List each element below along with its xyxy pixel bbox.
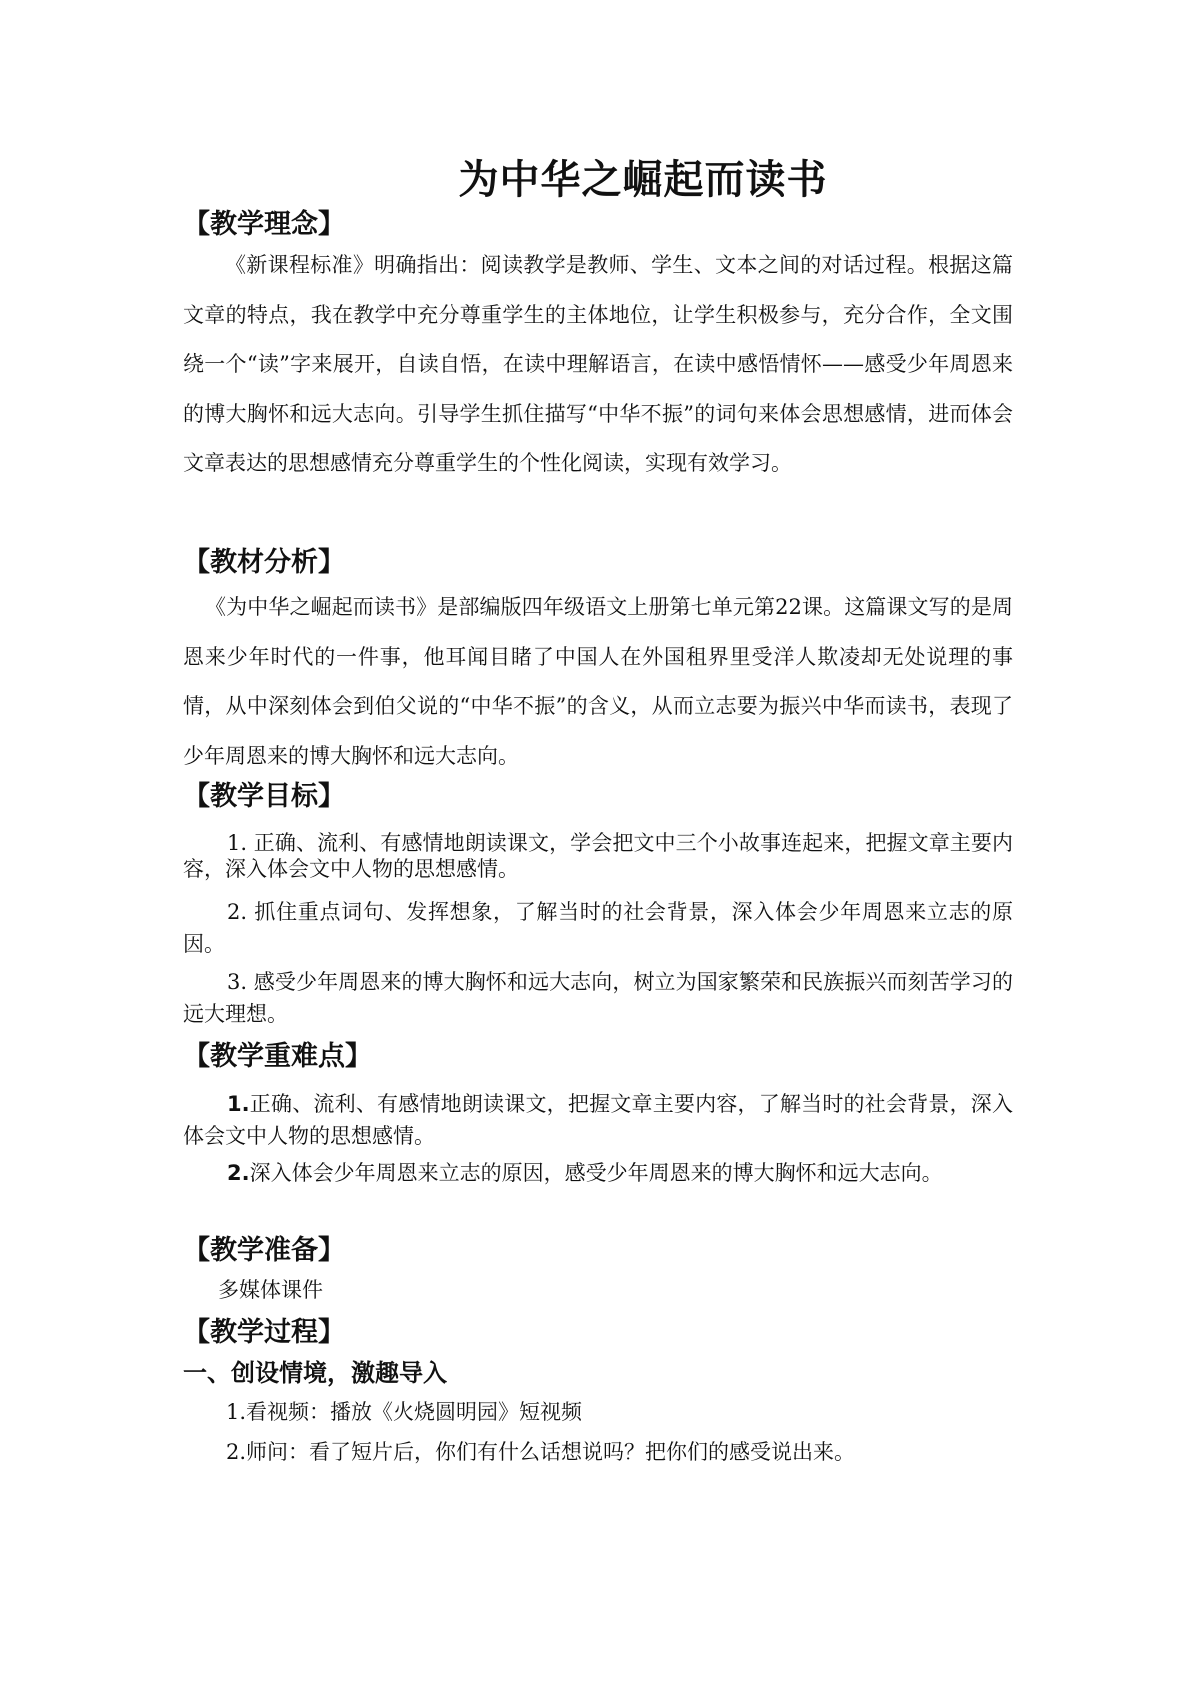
process-step-1-item-2: 2.师问：看了短片后，你们有什么话想说吗？把你们的感受说出来。 (226, 1440, 856, 1464)
process-step-1-title: 一、创设情境，激趣导入 (183, 1359, 447, 1387)
paragraph-material-analysis: 《为中华之崛起而读书》是部编版四年级语文上册第七单元第22课。这篇课文写的是周恩来少年时代的一件事，他耳闻目睹了中国人在外国租界里受洋人欺凌却无处说理的事情，从中深刻体会到伯父说的“中华不振”的含义，从而立志要为振兴中华而读书，表现了少年周恩来的博大胸怀和远大志向。 (183, 595, 1013, 768)
key-point-text-1: 正确、流利、有感情地朗读课文，把握文章主要内容，了解当时的社会背景，深入体会文中人物的思想感情。 (183, 1092, 1013, 1148)
heading-teaching-goals: 【教学目标】 (183, 781, 345, 812)
document-title: 为中华之崛起而读书 (458, 157, 828, 203)
key-point-number-1: 1. (227, 1092, 250, 1116)
key-point-number-2: 2. (227, 1161, 250, 1185)
key-point-item-1 (183, 1088, 1013, 1152)
goal-item-3: 3. 感受少年周恩来的博大胸怀和远大志向，树立为国家繁荣和民族振兴而刻苦学习的远大理想。 (183, 970, 1013, 1026)
heading-teaching-process: 【教学过程】 (183, 1317, 345, 1348)
goal-item-2: 2. 抓住重点词句、发挥想象，了解当时的社会背景，深入体会少年周恩来立志的原因。 (183, 900, 1013, 956)
heading-key-points: 【教学重难点】 (183, 1041, 372, 1072)
key-point-text-2: 深入体会少年周恩来立志的原因，感受少年周恩来的博大胸怀和远大志向。 (249, 1161, 943, 1185)
heading-material-analysis: 【教材分析】 (183, 547, 345, 578)
heading-teaching-philosophy: 【教学理念】 (183, 209, 345, 240)
paragraph-teaching-philosophy: 《新课程标准》明确指出：阅读教学是教师、学生、文本之间的对话过程。根据这篇文章的特点，我在教学中充分尊重学生的主体地位，让学生积极参与，充分合作，全文围绕一个“读”字来展开，自读自悟，在读中理解语言，在读中感悟情怀——感受少年周恩来的博大胸怀和远大志向。引导学生抓住描写“中华不振”的词句来体会思想感情，进而体会文章表达的思想感情充分尊重学生的个性化阅读，实现有效学习。 (183, 253, 1013, 476)
preparation-text: 多媒体课件 (218, 1278, 323, 1302)
goal-item-1: 1. 正确、流利、有感情地朗读课文，学会把文中三个小故事连起来，把握文章主要内容，深入体会文中人物的思想感情。 (183, 831, 1013, 881)
process-step-1-item-1: 1.看视频：播放《火烧圆明园》短视频 (226, 1400, 583, 1424)
heading-preparation: 【教学准备】 (183, 1235, 345, 1266)
key-point-item-2 (183, 1157, 1013, 1189)
